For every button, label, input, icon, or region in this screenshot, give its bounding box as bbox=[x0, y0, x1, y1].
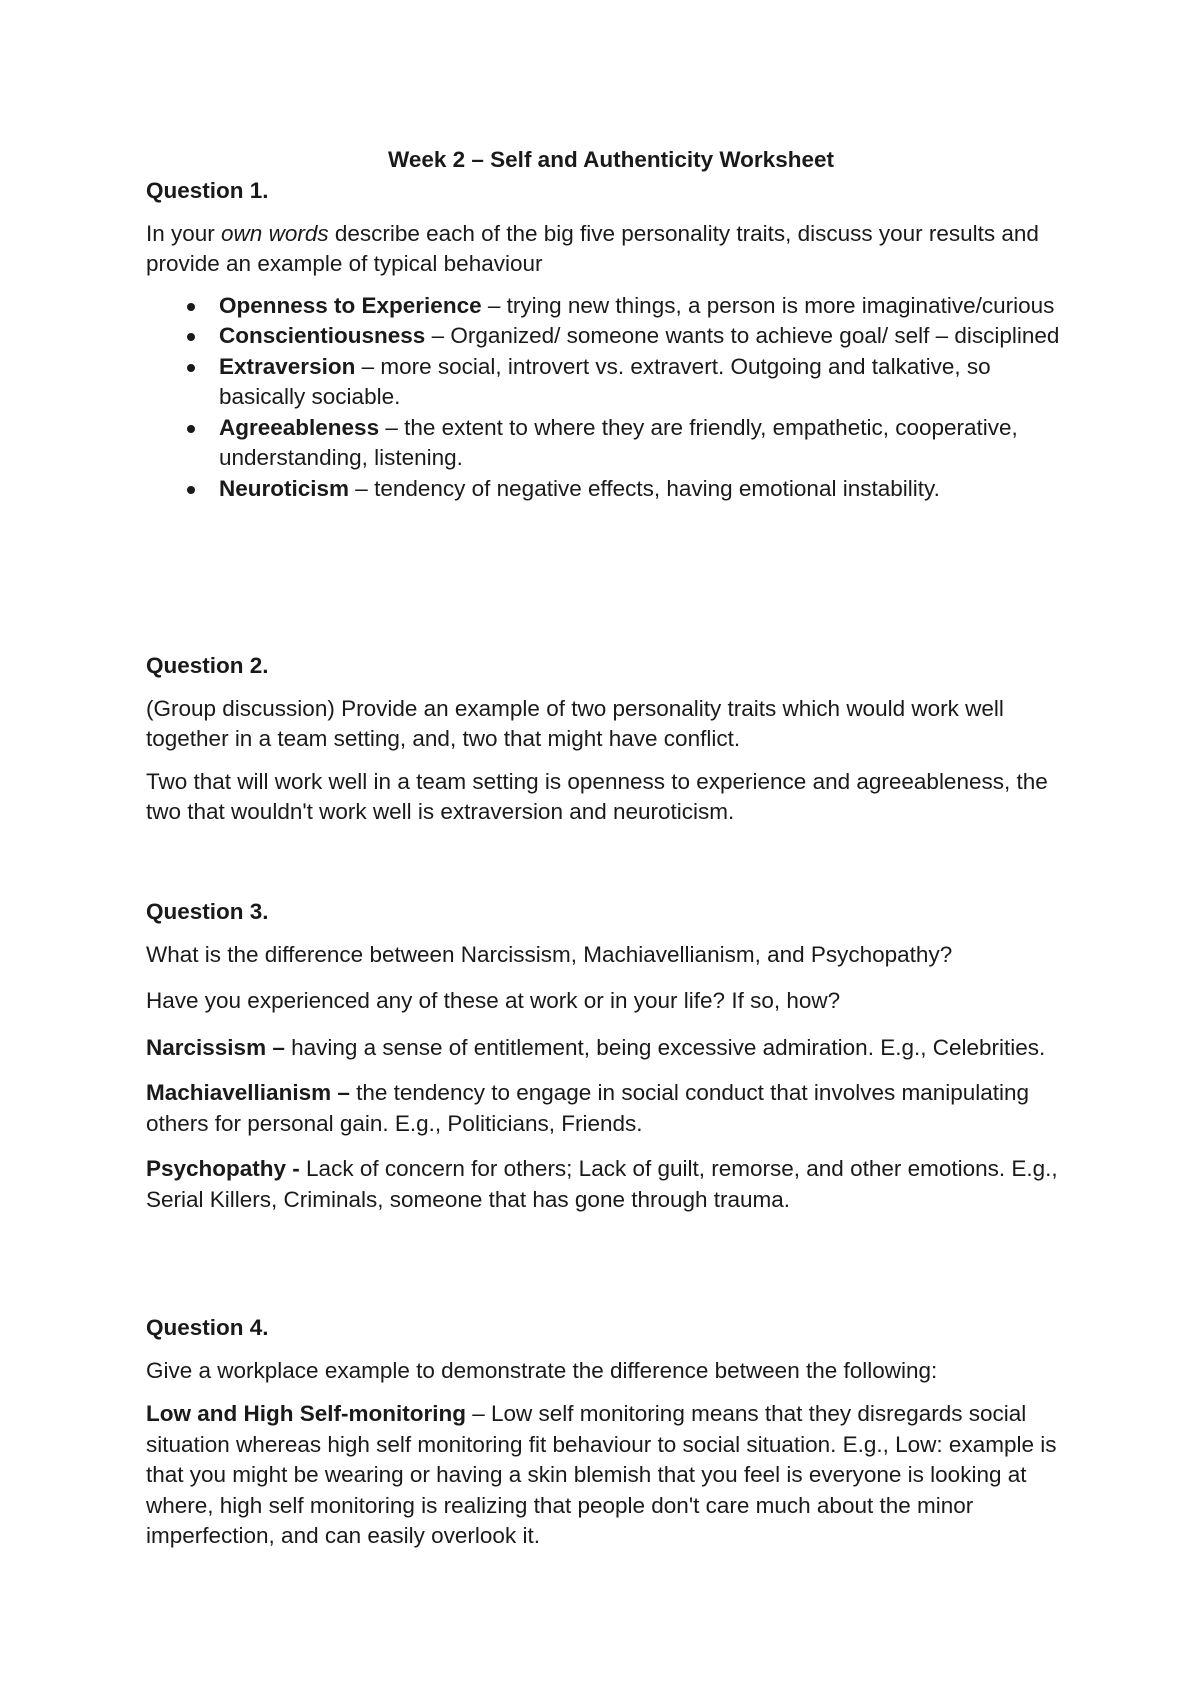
question-2-prompt: (Group discussion) Provide an example of two personality traits which would work well together in a team setting, and, two that might have conflict. bbox=[146, 695, 1004, 751]
trait-name: Neuroticism bbox=[219, 475, 350, 501]
bullet-icon bbox=[187, 486, 195, 494]
dark-triad-machiavellianism bbox=[146, 1078, 1076, 1139]
trait-item bbox=[146, 413, 1076, 474]
term-label: Low and High Self-monitoring bbox=[146, 1401, 466, 1426]
question-4-section bbox=[146, 1313, 1076, 1552]
term-label: Narcissism – bbox=[146, 1034, 285, 1060]
question-3-section bbox=[146, 897, 1076, 1215]
trait-name: Extraversion bbox=[219, 353, 356, 379]
trait-description: – tendency of negative effects, having emotional instability. bbox=[349, 475, 940, 501]
term-definition: the tendency to engage in social conduct that involves manipulating others for personal gain. E.g., Politicians, Friends. bbox=[146, 1080, 1030, 1136]
trait-description: – more social, introvert vs. extravert. Outgoing and talkative, so basically sociable. bbox=[219, 353, 991, 409]
traits-list bbox=[146, 291, 1076, 505]
question-3-prompt: What is the difference between Narcissism, Machiavellianism, and Psychopathy? bbox=[146, 941, 953, 967]
trait-item bbox=[146, 352, 1076, 413]
question-2-section bbox=[146, 651, 1076, 828]
question-3-followup: Have you experienced any of these at work or in your life? If so, how? bbox=[146, 988, 841, 1013]
dark-triad-narcissism bbox=[146, 1033, 1076, 1064]
trait-name: Openness to Experience bbox=[219, 292, 482, 318]
question-4-heading: Question 4. bbox=[146, 1315, 269, 1340]
bullet-icon bbox=[187, 364, 195, 372]
term-definition: having a sense of entitlement, being excessive admiration. E.g., Celebrities. bbox=[284, 1034, 1046, 1060]
trait-description: – Organized/ someone wants to achieve goal/ self – disciplined bbox=[425, 323, 1060, 348]
term-label: Machiavellianism – bbox=[146, 1080, 350, 1105]
question-1-heading: Question 1. bbox=[146, 178, 269, 203]
question-1-prompt-end: describe each of the big five personality traits, discuss your results and provide an example of typical behaviour bbox=[146, 220, 1039, 276]
trait-description: – the extent to where they are friendly, empathetic, cooperative, understanding, listening. bbox=[219, 414, 1018, 470]
question-3-heading: Question 3. bbox=[146, 899, 269, 924]
term-definition: Lack of concern for others; Lack of guilt, remorse, and other emotions. E.g., Serial Killers, Criminals, someone that has gone through trauma. bbox=[146, 1156, 1058, 1212]
question-4-prompt: Give a workplace example to demonstrate the difference between the following: bbox=[146, 1357, 938, 1383]
question-1-prompt-start: In your bbox=[146, 220, 222, 246]
trait-name: Conscientiousness bbox=[219, 323, 426, 348]
bullet-icon bbox=[187, 333, 195, 341]
trait-description: – trying new things, a person is more imaginative/curious bbox=[481, 292, 1055, 318]
term-definition: – Low self monitoring means that they disregards social situation whereas high self monitoring fit behaviour to social situation. E.g., Low: example is that you might be wearing or having a skin blemish that you feel is everyone is looking at where, high self monitoring is realizing that people don't care much about the minor imperfection, and can easily overlook it. bbox=[146, 1401, 1057, 1548]
trait-item bbox=[146, 321, 1076, 352]
document-title: Week 2 – Self and Authenticity Worksheet bbox=[388, 147, 834, 172]
trait-item bbox=[146, 291, 1076, 322]
bullet-icon bbox=[187, 425, 195, 433]
trait-item bbox=[146, 474, 1076, 505]
question-2-answer: Two that will work well in a team setting is openness to experience and agreeableness, the two that wouldn't work well is extraversion and neuroticism. bbox=[146, 768, 1048, 824]
dark-triad-psychopathy bbox=[146, 1154, 1076, 1215]
term-label: Psychopathy - bbox=[146, 1156, 300, 1181]
question-1-prompt-emphasis: own words bbox=[221, 220, 329, 246]
question-2-heading: Question 2. bbox=[146, 653, 269, 678]
question-1-section bbox=[146, 176, 1076, 504]
self-monitoring-answer bbox=[146, 1399, 1076, 1552]
question-1-prompt bbox=[146, 219, 1076, 280]
bullet-icon bbox=[187, 303, 195, 311]
trait-name: Agreeableness bbox=[219, 414, 380, 440]
